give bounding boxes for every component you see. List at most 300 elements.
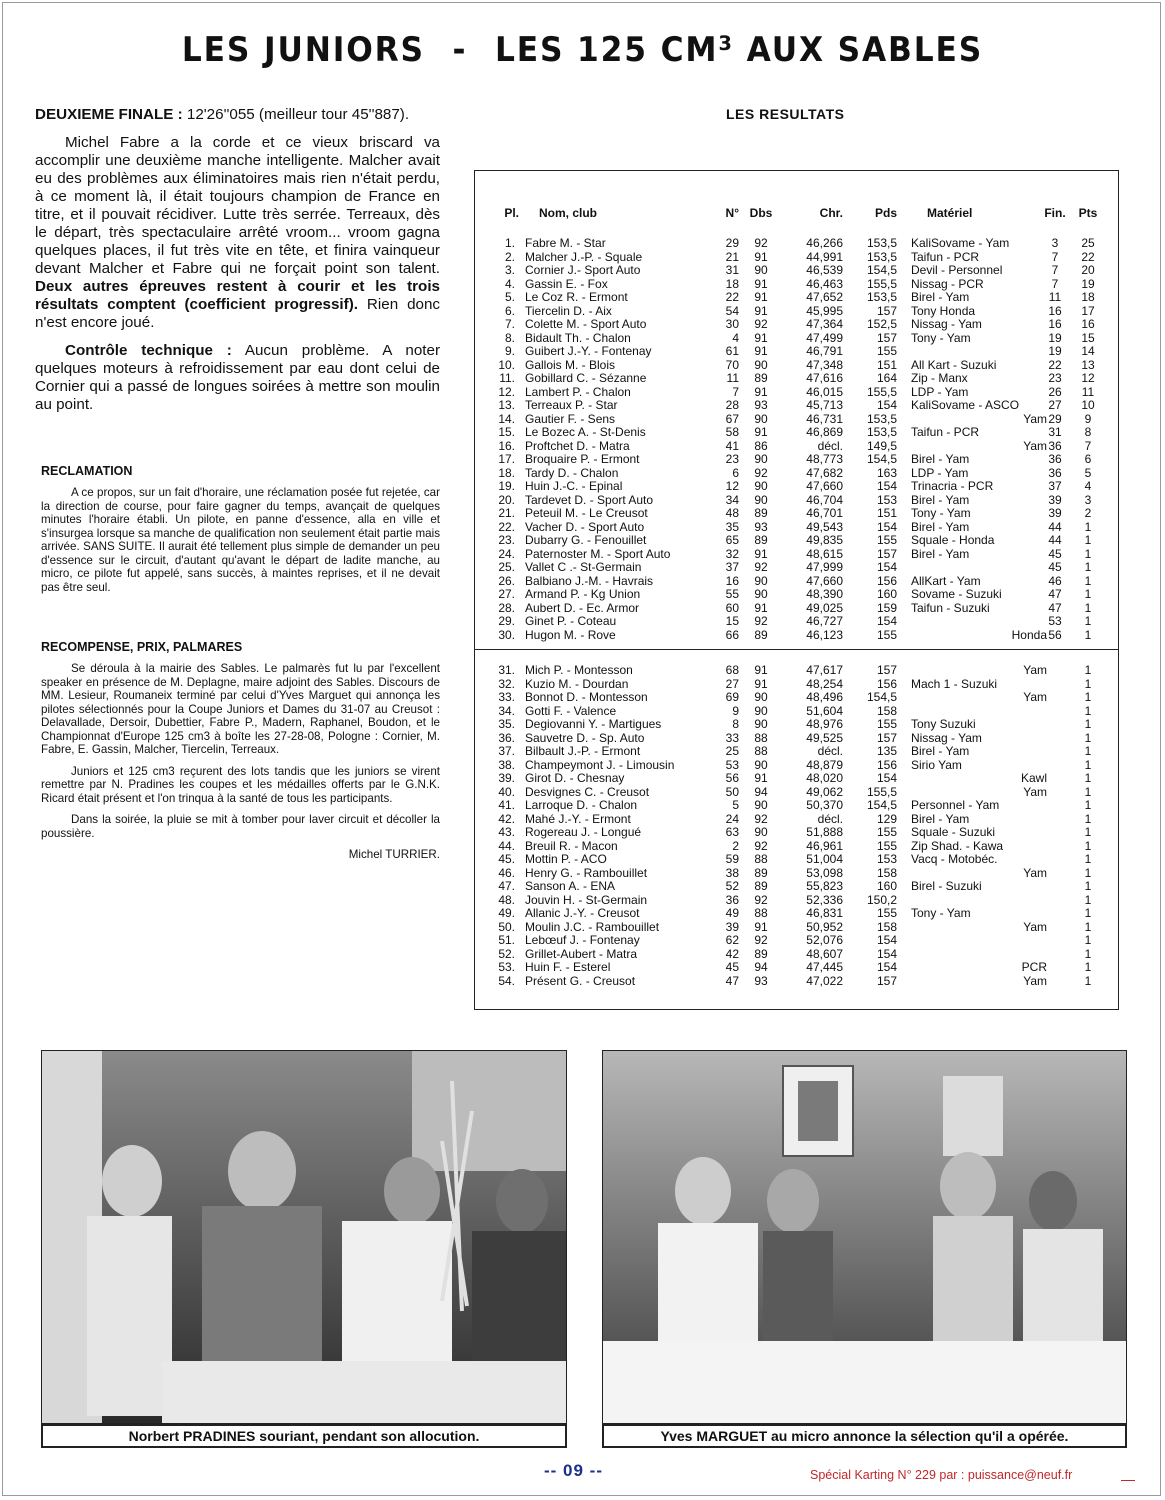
row-pl: 35. xyxy=(498,717,515,731)
row-materiel: Squale - Honda xyxy=(911,533,995,547)
row-chr: 49,062 xyxy=(806,784,843,799)
row-materiel: Birel - Yam xyxy=(911,744,970,758)
table-row xyxy=(475,880,1120,894)
table-row xyxy=(475,853,1120,867)
row-materiel: Tony Honda xyxy=(911,303,976,318)
row-dbs: 91 xyxy=(754,303,768,318)
row-chr: décl. xyxy=(817,811,843,826)
row-name: Sauvetre D. - Sp. Auto xyxy=(525,730,645,745)
row-name: Gassin E. - Fox xyxy=(525,276,608,291)
row-chr: 49,543 xyxy=(806,519,843,534)
row-pl: 25. xyxy=(498,560,515,574)
row-chr: 45,995 xyxy=(806,303,843,318)
row-no: 69 xyxy=(725,690,739,704)
table-row xyxy=(475,399,1120,413)
row-materiel: Trinacria - PCR xyxy=(911,479,994,493)
row-chr: 47,364 xyxy=(806,317,843,331)
row-materiel: AllKart - Yam xyxy=(911,573,981,588)
row-fin: 19 xyxy=(1048,344,1062,358)
row-materiel: Tony Suzuki xyxy=(911,717,976,731)
row-chr: 46,831 xyxy=(806,906,843,920)
row-chr: 50,952 xyxy=(806,919,843,934)
row-materiel: Tony - Yam xyxy=(911,506,971,520)
table-row xyxy=(475,732,1120,746)
row-pl: 27. xyxy=(498,587,515,601)
article-column xyxy=(35,106,440,861)
row-fin: 31 xyxy=(1048,425,1062,439)
table-row xyxy=(475,664,1120,678)
row-fin: 36 xyxy=(1048,438,1062,453)
row-pl: 16. xyxy=(498,438,515,453)
row-pts: 6 xyxy=(1084,452,1092,466)
row-name: Peteuil M. - Le Creusot xyxy=(525,506,648,520)
row-name: Le Coz R. - Ermont xyxy=(525,290,628,304)
table-row xyxy=(475,948,1120,962)
row-pds: 154,5 xyxy=(866,452,897,466)
row-pds: 153,5 xyxy=(866,236,897,250)
row-pts: 2 xyxy=(1084,506,1092,520)
row-pts: 1 xyxy=(1084,906,1092,920)
row-dbs: 92 xyxy=(754,933,768,947)
row-materiel: Mach 1 - Suzuki xyxy=(911,676,998,691)
row-pl: 42. xyxy=(498,811,515,826)
row-no: 8 xyxy=(732,717,739,731)
row-materiel: Nissag - Yam xyxy=(911,730,982,745)
row-fin: 36 xyxy=(1048,465,1062,480)
row-materiel: Sirio Yam xyxy=(911,757,962,772)
row-no: 58 xyxy=(725,425,739,439)
row-pds: 129 xyxy=(876,811,897,826)
row-dbs: 91 xyxy=(754,290,768,304)
row-dbs: 91 xyxy=(754,425,768,439)
row-pts: 1 xyxy=(1084,546,1092,561)
row-fin: 39 xyxy=(1048,506,1062,520)
row-materiel: Vacq - Motobéc. xyxy=(911,852,998,866)
row-no: 49 xyxy=(725,906,739,920)
row-chr: 48,976 xyxy=(806,717,843,731)
row-no: 38 xyxy=(725,865,739,880)
row-pts: 1 xyxy=(1084,960,1092,974)
row-pds: 154 xyxy=(876,560,897,574)
row-pts: 17 xyxy=(1081,303,1095,318)
row-pds: 158 xyxy=(876,865,897,880)
row-pts: 10 xyxy=(1081,398,1095,412)
row-no: 16 xyxy=(725,573,739,588)
row-pds: 154 xyxy=(876,946,897,961)
row-dbs: 91 xyxy=(754,330,768,345)
table-row xyxy=(475,961,1120,975)
table-row xyxy=(475,264,1120,278)
row-dbs: 90 xyxy=(754,825,768,839)
row-fin: 56 xyxy=(1048,627,1062,642)
finale-text: 12'26''055 (meilleur tour 45''887). xyxy=(182,106,410,123)
row-dbs: 91 xyxy=(754,919,768,934)
row-no: 4 xyxy=(732,330,739,345)
row-pl: 49. xyxy=(498,906,515,920)
row-pts: 1 xyxy=(1084,573,1092,588)
row-fin: 3 xyxy=(1051,236,1059,250)
row-pl: 19. xyxy=(498,479,515,493)
row-pts: 8 xyxy=(1084,425,1092,439)
row-chr: 47,617 xyxy=(806,663,843,677)
row-pl: 50. xyxy=(498,919,515,934)
row-no: 66 xyxy=(725,627,739,642)
row-dbs: 92 xyxy=(754,892,768,907)
row-materiel: LDP - Yam xyxy=(911,465,969,480)
row-pts: 20 xyxy=(1081,263,1095,277)
row-dbs: 94 xyxy=(754,784,768,799)
row-pl: 6. xyxy=(504,303,515,318)
row-pl: 44. xyxy=(498,838,515,853)
row-pl: 29. xyxy=(498,614,515,628)
row-no: 22 xyxy=(725,290,739,304)
row-chr: 45,713 xyxy=(806,398,843,412)
table-row xyxy=(475,705,1120,719)
row-pds: 155,5 xyxy=(866,276,897,291)
row-fin: 22 xyxy=(1048,357,1062,372)
row-pts: 19 xyxy=(1081,276,1095,291)
row-name: Balbiano J.-M. - Havrais xyxy=(525,573,654,588)
row-name: Vacher D. - Sport Auto xyxy=(525,519,645,534)
row-dbs: 91 xyxy=(754,276,768,291)
row-name: Mottin P. - ACO xyxy=(525,852,607,866)
row-pl: 11. xyxy=(499,371,515,385)
row-name: Le Bozec A. - St-Denis xyxy=(525,425,646,439)
table-row xyxy=(475,934,1120,948)
row-materiel: Birel - Suzuki xyxy=(911,879,982,893)
row-pds: 153,5 xyxy=(866,411,897,426)
table-row xyxy=(475,372,1120,386)
row-pds: 155 xyxy=(876,838,897,853)
row-no: 45 xyxy=(725,960,739,974)
row-pds: 155 xyxy=(876,717,897,731)
row-pds: 151 xyxy=(876,357,897,372)
row-dbs: 90 xyxy=(754,492,768,507)
row-pds: 154,5 xyxy=(866,263,897,277)
table-row xyxy=(475,480,1120,494)
row-pts: 1 xyxy=(1084,690,1092,704)
row-fin: 36 xyxy=(1048,452,1062,466)
table-row xyxy=(475,494,1120,508)
row-pds: 155,5 xyxy=(866,384,897,399)
row-pts: 1 xyxy=(1084,946,1092,961)
row-pl: 1. xyxy=(504,236,515,250)
row-materiel: Birel - Yam xyxy=(911,492,970,507)
row-dbs: 88 xyxy=(754,906,768,920)
row-pl: 9. xyxy=(504,344,515,358)
row-dbs: 90 xyxy=(754,573,768,588)
row-name: Allanic J.-Y. - Creusot xyxy=(525,906,640,920)
race-text-bold: Deux autres épreuves restent à courir et les trois résultats comptent (coefficient progressif). xyxy=(35,278,440,313)
row-chr: décl. xyxy=(817,744,843,758)
row-no: 52 xyxy=(725,879,739,893)
row-pds: 157 xyxy=(876,973,897,988)
row-pds: 157 xyxy=(876,730,897,745)
row-pl: 41. xyxy=(498,798,515,812)
row-pl: 28. xyxy=(498,600,515,615)
row-name: Kuzio M. - Dourdan xyxy=(525,676,629,691)
row-pds: 155,5 xyxy=(866,784,897,799)
row-no: 67 xyxy=(725,411,739,426)
row-name: Henry G. - Rambouillet xyxy=(525,865,648,880)
row-fin: 44 xyxy=(1048,519,1062,534)
row-pl: 45. xyxy=(498,852,515,866)
row-pds: 163 xyxy=(876,465,897,480)
row-pds: 155 xyxy=(876,344,897,358)
row-pts: 1 xyxy=(1084,784,1092,799)
header-name: Nom, club xyxy=(539,206,598,220)
row-no: 68 xyxy=(725,663,739,677)
row-dbs: 90 xyxy=(754,411,768,426)
row-materiel: Kawl xyxy=(1020,771,1047,785)
row-no: 29 xyxy=(725,236,739,250)
row-fin: 7 xyxy=(1051,263,1059,277)
row-fin: 47 xyxy=(1048,600,1062,615)
row-no: 35 xyxy=(725,519,739,534)
row-name: Huin F. - Esterel xyxy=(525,960,611,974)
row-name: Lambert P. - Chalon xyxy=(525,384,631,399)
row-pts: 1 xyxy=(1084,798,1092,812)
row-chr: 47,022 xyxy=(806,973,843,988)
row-chr: 48,879 xyxy=(806,757,843,772)
row-dbs: 89 xyxy=(754,371,768,385)
row-name: Larroque D. - Chalon xyxy=(525,798,638,812)
row-chr: 48,020 xyxy=(806,771,843,785)
finale-label: DEUXIEME FINALE : xyxy=(35,106,183,123)
row-pts: 3 xyxy=(1084,492,1092,507)
row-name: Tardy D. - Chalon xyxy=(525,465,619,480)
row-chr: 52,336 xyxy=(806,892,843,907)
row-dbs: 90 xyxy=(754,798,768,812)
results-table xyxy=(474,170,1119,1010)
row-pts: 1 xyxy=(1084,600,1092,615)
row-pl: 10. xyxy=(498,357,515,372)
row-chr: 48,773 xyxy=(806,452,843,466)
row-pts: 25 xyxy=(1081,236,1095,250)
row-pl: 8. xyxy=(504,330,515,345)
row-no: 56 xyxy=(725,771,739,785)
row-pds: 153,5 xyxy=(866,249,897,264)
row-pl: 43. xyxy=(498,825,515,839)
row-pds: 150,2 xyxy=(866,892,897,907)
table-row xyxy=(475,453,1120,467)
row-no: 60 xyxy=(725,600,739,615)
row-name: Guibert J.-Y. - Fontenay xyxy=(525,344,652,358)
row-pds: 160 xyxy=(876,587,897,601)
row-pl: 14. xyxy=(498,411,515,426)
row-fin: 23 xyxy=(1048,371,1062,385)
row-fin: 46 xyxy=(1048,573,1062,588)
row-pts: 14 xyxy=(1081,344,1095,358)
row-fin: 45 xyxy=(1048,546,1062,561)
results-heading: LES RESULTATS xyxy=(726,106,845,122)
row-pds: 156 xyxy=(876,676,897,691)
table-row xyxy=(475,332,1120,346)
row-name: Rogereau J. - Longué xyxy=(525,825,642,839)
row-chr: 46,727 xyxy=(806,614,843,628)
row-dbs: 90 xyxy=(754,452,768,466)
row-no: 37 xyxy=(725,560,739,574)
row-pds: 153 xyxy=(876,852,897,866)
row-name: Girot D. - Chesnay xyxy=(525,771,625,785)
table-row xyxy=(475,975,1120,989)
row-pl: 51. xyxy=(498,933,515,947)
row-pts: 1 xyxy=(1084,744,1092,758)
row-materiel: Tony - Yam xyxy=(911,906,971,920)
row-pts: 15 xyxy=(1081,330,1095,345)
row-pts: 1 xyxy=(1084,676,1092,691)
row-pts: 1 xyxy=(1084,663,1092,677)
row-no: 65 xyxy=(725,533,739,547)
table-row xyxy=(475,467,1120,481)
table-row xyxy=(475,251,1120,265)
table-row xyxy=(475,507,1120,521)
row-name: Mahé J.-Y. - Ermont xyxy=(525,811,631,826)
row-chr: 49,835 xyxy=(806,533,843,547)
row-no: 70 xyxy=(725,357,739,372)
table-row xyxy=(475,894,1120,908)
row-pts: 1 xyxy=(1084,879,1092,893)
row-name: Desvignes C. - Creusot xyxy=(525,784,650,799)
row-materiel: Honda xyxy=(1011,627,1047,642)
table-row xyxy=(475,521,1120,535)
row-name: Gotti F. - Valence xyxy=(525,703,617,718)
table-row xyxy=(475,826,1120,840)
row-materiel: Birel - Yam xyxy=(911,452,970,466)
row-pl: 3. xyxy=(504,263,515,277)
row-dbs: 92 xyxy=(754,317,768,331)
row-no: 15 xyxy=(725,614,739,628)
row-name: Terreaux P. - Star xyxy=(525,398,618,412)
row-pds: 164 xyxy=(876,371,897,385)
row-dbs: 88 xyxy=(754,744,768,758)
controle-label: Contrôle technique : xyxy=(65,342,232,359)
row-materiel: Taifun - PCR xyxy=(911,249,980,264)
row-dbs: 91 xyxy=(754,676,768,691)
row-materiel: Nissag - PCR xyxy=(911,276,984,291)
row-dbs: 90 xyxy=(754,717,768,731)
table-row xyxy=(475,813,1120,827)
row-dbs: 93 xyxy=(754,398,768,412)
header-no: N° xyxy=(725,206,739,220)
row-pds: 153,5 xyxy=(866,290,897,304)
row-pds: 154 xyxy=(876,771,897,785)
table-row xyxy=(475,237,1120,251)
table-row xyxy=(475,561,1120,575)
row-pl: 52. xyxy=(498,946,515,961)
row-pl: 54. xyxy=(498,973,515,988)
title-right: LES 125 CM³ AUX SABLES xyxy=(494,30,984,70)
row-no: 62 xyxy=(725,933,739,947)
row-name: Bidault Th. - Chalon xyxy=(525,330,631,345)
row-pl: 37. xyxy=(498,744,515,758)
row-pds: 157 xyxy=(876,546,897,561)
row-pts: 18 xyxy=(1081,290,1095,304)
caption-marguet: Yves MARGUET au micro annonce la sélection qu'il a opérée. xyxy=(602,1424,1127,1448)
row-no: 27 xyxy=(725,676,739,691)
row-materiel: Devil - Personnel xyxy=(911,263,1003,277)
row-pts: 7 xyxy=(1084,438,1092,453)
photo-marguet xyxy=(602,1050,1127,1424)
table-row xyxy=(475,759,1120,773)
header-pl: Pl. xyxy=(504,206,519,220)
row-pds: 158 xyxy=(876,703,897,718)
row-pds: 159 xyxy=(876,600,897,615)
signature: Michel TURRIER. xyxy=(348,848,440,861)
row-pts: 13 xyxy=(1081,357,1095,372)
footer-credit: Spécial Karting N° 229 par : puissance@neuf.fr xyxy=(810,1468,1073,1482)
row-name: Bilbault J.-P. - Ermont xyxy=(525,744,641,758)
header-materiel: Matériel xyxy=(927,206,973,220)
row-pts: 1 xyxy=(1084,757,1092,772)
row-pl: 46. xyxy=(498,865,515,880)
row-chr: 48,254 xyxy=(806,676,843,691)
row-dbs: 92 xyxy=(754,838,768,853)
row-name: Mich P. - Montesson xyxy=(525,663,633,677)
header-pds: Pds xyxy=(874,206,897,220)
row-name: Proftchet D. - Matra xyxy=(525,438,630,453)
row-pds: 154 xyxy=(876,614,897,628)
table-row xyxy=(475,840,1120,854)
table-row xyxy=(475,345,1120,359)
row-materiel: Zip - Manx xyxy=(911,371,968,385)
row-no: 54 xyxy=(725,303,739,318)
table-row xyxy=(475,575,1120,589)
table-row xyxy=(475,534,1120,548)
row-pts: 1 xyxy=(1084,919,1092,934)
row-fin: 7 xyxy=(1051,276,1059,291)
row-chr: 47,616 xyxy=(806,371,843,385)
table-row xyxy=(475,291,1120,305)
race-paragraph xyxy=(35,134,440,332)
row-name: Tardevet D. - Sport Auto xyxy=(525,492,654,507)
row-name: Cornier J.- Sport Auto xyxy=(525,263,641,277)
row-no: 47 xyxy=(725,973,739,988)
row-chr: 44,991 xyxy=(806,249,843,264)
header-chr: Chr. xyxy=(819,206,843,220)
row-fin: 39 xyxy=(1048,492,1062,507)
row-pts: 1 xyxy=(1084,587,1092,601)
row-chr: 47,652 xyxy=(806,290,843,304)
row-name: Lebœuf J. - Fontenay xyxy=(525,933,640,947)
row-no: 61 xyxy=(725,344,739,358)
row-pds: 156 xyxy=(876,573,897,588)
row-name: Tiercelin D. - Aix xyxy=(525,303,612,318)
row-no: 41 xyxy=(725,438,739,453)
row-chr: 47,660 xyxy=(806,573,843,588)
race-text-end: Rien donc n'est encore joué. xyxy=(35,296,440,331)
row-pds: 152,5 xyxy=(866,317,897,331)
header-dbs: Dbs xyxy=(749,206,773,220)
row-fin: 44 xyxy=(1048,533,1062,547)
row-pl: 2. xyxy=(504,249,515,264)
table-row xyxy=(475,426,1120,440)
row-name: Jouvin H. - St-Germain xyxy=(525,892,648,907)
row-pds: 154 xyxy=(876,960,897,974)
row-chr: 48,615 xyxy=(806,546,843,561)
row-no: 11 xyxy=(726,371,739,385)
row-name: Huin J.-C. - Epinal xyxy=(525,479,623,493)
row-name: Aubert D. - Ec. Armor xyxy=(525,600,640,615)
row-pl: 26. xyxy=(498,573,515,588)
row-dbs: 91 xyxy=(754,600,768,615)
row-name: Champeymont J. - Limousin xyxy=(525,757,675,772)
row-pl: 36. xyxy=(498,730,515,745)
row-dbs: 90 xyxy=(754,479,768,493)
row-no: 53 xyxy=(725,757,739,772)
row-materiel: All Kart - Suzuki xyxy=(911,357,997,372)
table-row xyxy=(475,629,1120,643)
